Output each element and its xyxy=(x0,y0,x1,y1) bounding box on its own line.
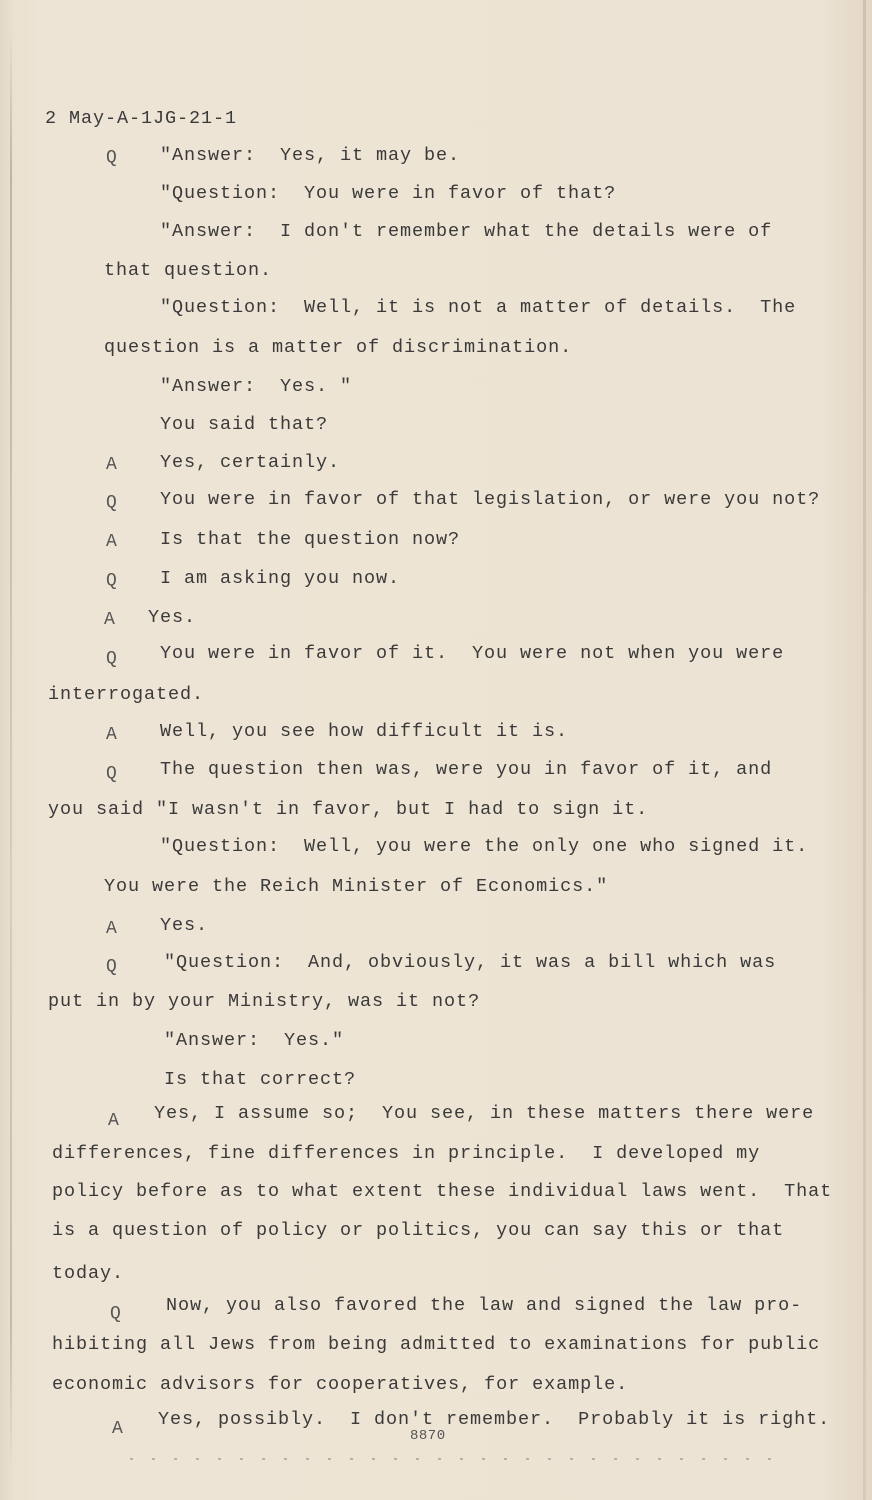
transcript-line: "Question: You were in favor of that? xyxy=(160,183,617,204)
document-header: 2 May-A-1JG-21-1 xyxy=(45,108,238,129)
speaker-label: A xyxy=(106,725,117,745)
speaker-label: Q xyxy=(106,649,117,669)
transcript-line: you said "I wasn't in favor, but I had to sign it. xyxy=(48,799,649,820)
speaker-label: Q xyxy=(106,957,117,977)
transcript-line: You were in favor of it. You were not when you were xyxy=(160,643,785,664)
bottom-smudge xyxy=(130,1458,790,1460)
speaker-label: A xyxy=(108,1111,119,1131)
transcript-line: "Question: Well, it is not a matter of details. The xyxy=(160,297,797,318)
page-number: 8870 xyxy=(410,1428,446,1444)
speaker-label: Q xyxy=(106,493,117,513)
transcript-line: today. xyxy=(52,1263,125,1284)
transcript-line: Now, you also favored the law and signed the law pro- xyxy=(166,1295,803,1316)
speaker-label: A xyxy=(106,532,117,552)
transcript-line: Is that the question now? xyxy=(160,529,461,550)
transcript-line: Yes. xyxy=(160,915,209,936)
transcript-line: "Answer: Yes, it may be. xyxy=(160,145,461,166)
speaker-label: Q xyxy=(106,148,117,168)
transcript-line: You said that? xyxy=(160,414,329,435)
transcript-line: Yes. xyxy=(148,607,197,628)
transcript-line: is a question of policy or politics, you can say this or that xyxy=(52,1220,785,1241)
transcript-line: "Answer: Yes. " xyxy=(160,376,353,397)
transcript-line: Is that correct? xyxy=(164,1069,357,1090)
speaker-label: A xyxy=(106,919,117,939)
transcript-line: Well, you see how difficult it is. xyxy=(160,721,569,742)
speaker-label: A xyxy=(106,455,117,475)
transcript-line: interrogated. xyxy=(48,684,205,705)
speaker-label: Q xyxy=(110,1304,121,1324)
transcript-line: "Answer: Yes." xyxy=(164,1030,345,1051)
speaker-label: Q xyxy=(106,764,117,784)
page-left-edge xyxy=(10,30,12,1470)
transcript-line: You were the Reich Minister of Economics." xyxy=(104,876,609,897)
transcript-line: You were in favor of that legislation, or were you not? xyxy=(160,489,821,510)
speaker-label: A xyxy=(112,1419,123,1439)
speaker-label: A xyxy=(104,610,115,630)
transcript-line: differences, fine differences in principle. I developed my xyxy=(52,1143,761,1164)
transcript-line: "Question: And, obviously, it was a bill which was xyxy=(164,952,777,973)
transcript-line: Yes, I assume so; You see, in these matters there were xyxy=(154,1103,815,1124)
transcript-line: Yes, possibly. I don't remember. Probably it is right. xyxy=(158,1409,831,1430)
transcript-line: Yes, certainly. xyxy=(160,452,341,473)
transcript-line: I am asking you now. xyxy=(160,568,401,589)
transcript-line: policy before as to what extent these individual laws went. That xyxy=(52,1181,833,1202)
transcript-line: hibiting all Jews from being admitted to examinations for public xyxy=(52,1334,821,1355)
transcript-line: The question then was, were you in favor of it, and xyxy=(160,759,773,780)
speaker-label: Q xyxy=(106,571,117,591)
transcript-line: question is a matter of discrimination. xyxy=(104,337,573,358)
transcript-line: that question. xyxy=(104,260,273,281)
page-right-edge xyxy=(863,0,866,1500)
transcript-line: "Question: Well, you were the only one who signed it. xyxy=(160,836,809,857)
transcript-line: "Answer: I don't remember what the details were of xyxy=(160,221,773,242)
transcript-line: put in by your Ministry, was it not? xyxy=(48,991,481,1012)
transcript-line: economic advisors for cooperatives, for example. xyxy=(52,1374,629,1395)
